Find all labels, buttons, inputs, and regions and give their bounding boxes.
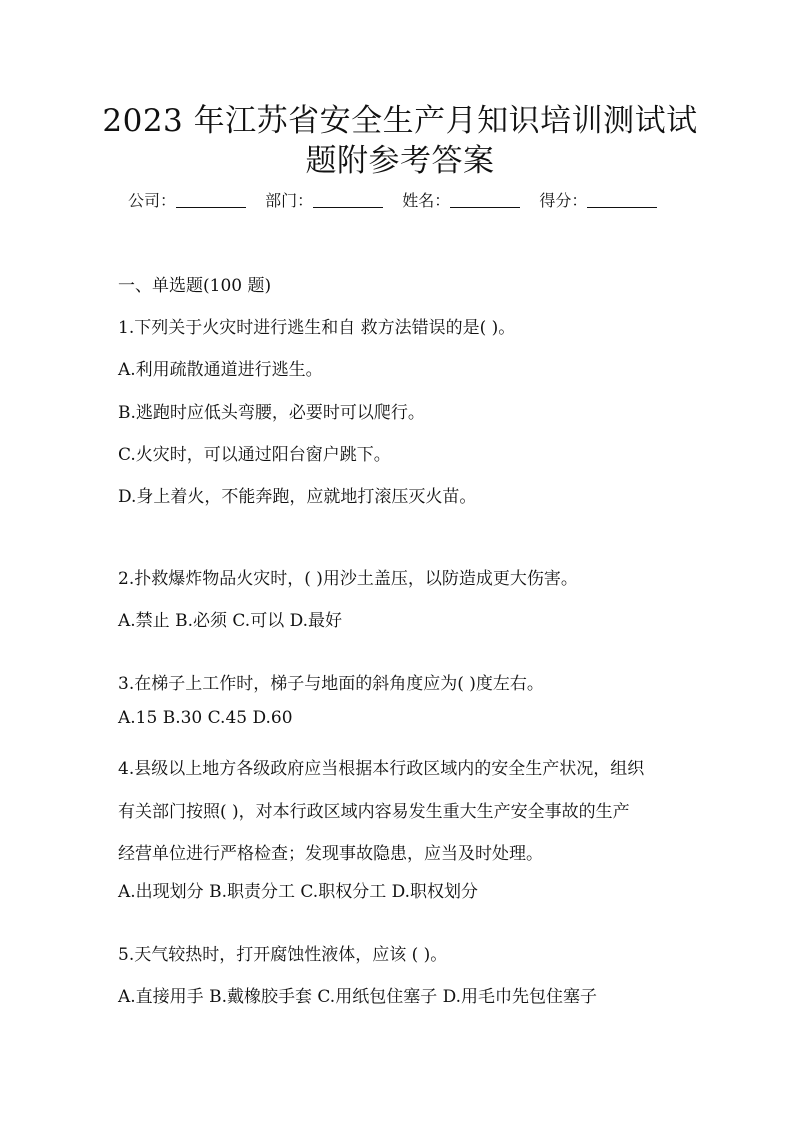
question-1-option-b: B.逃跑时应低头弯腰，必要时可以爬行。 (118, 403, 425, 423)
document-title-line-2: 题附参考答案 (305, 143, 495, 179)
score-label: 得分： (539, 191, 588, 210)
question-1-option-a: A.利用疏散通道进行逃生。 (118, 360, 323, 380)
question-4-text-line-1: 4.县级以上地方各级政府应当根据本行政区域内的安全生产状况，组织 (118, 759, 645, 779)
section-heading: 一、单选题(100 题) (118, 276, 272, 296)
question-1-option-c: C.火灾时，可以通过阳台窗户跳下。 (118, 445, 391, 465)
department-field (265, 189, 383, 213)
question-2-text: 2.扑救爆炸物品火灾时，( )用沙土盖压，以防造成更大伤害。 (118, 569, 578, 589)
question-5-text: 5.天气较热时，打开腐蚀性液体，应该 ( )。 (118, 945, 448, 965)
info-row (128, 189, 688, 213)
question-1-text: 1.下列关于火灾时进行逃生和自 救方法错误的是( )。 (118, 318, 516, 338)
question-2-options: A.禁止 B.必须 C.可以 D.最好 (118, 611, 343, 631)
company-blank (176, 193, 246, 208)
question-3-options: A.15 B.30 C.45 D.60 (118, 708, 293, 728)
question-3-text: 3.在梯子上工作时，梯子与地面的斜角度应为( )度左右。 (118, 674, 544, 694)
question-4-options: A.出现划分 B.职责分工 C.职权分工 D.职权划分 (118, 882, 479, 902)
name-blank (450, 193, 520, 208)
department-label: 部门： (265, 191, 314, 210)
name-label: 姓名： (402, 191, 451, 210)
document-title-line-1: 2023 年江苏省安全生产月知识培训测试试 (102, 103, 698, 139)
company-field (128, 189, 246, 213)
score-blank (587, 193, 657, 208)
question-5-options: A.直接用手 B.戴橡胶手套 C.用纸包住塞子 D.用毛巾先包住塞子 (118, 987, 598, 1007)
department-blank (313, 193, 383, 208)
question-4-text-line-3: 经营单位进行严格检查；发现事故隐患，应当及时处理。 (118, 844, 543, 864)
question-4-text-line-2: 有关部门按照( )，对本行政区域内容易发生重大生产安全事故的生产 (118, 802, 630, 822)
company-label: 公司： (128, 191, 177, 210)
name-field (402, 189, 520, 213)
question-1-option-d: D.身上着火，不能奔跑，应就地打滚压灭火苗。 (118, 487, 477, 507)
score-field (539, 189, 657, 213)
